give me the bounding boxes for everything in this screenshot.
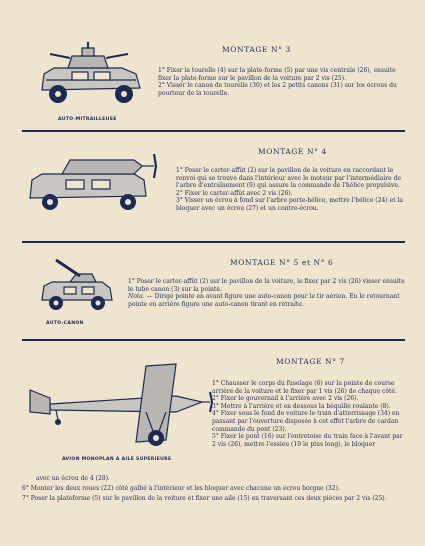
divider-1 <box>22 130 405 132</box>
montage-4-title: MONTAGE N° 4 <box>258 147 327 156</box>
montage-7-instructions <box>212 380 406 448</box>
montage-7-step-3: 3° Mettre à l'arrière et en dessous la béquille roulante (8). <box>212 402 391 410</box>
montage-7-continuation: avec un écrou de 4 (28). <box>36 475 110 482</box>
montage-4-instructions <box>176 167 406 213</box>
montage-5-6-title: MONTAGE N° 5 et N° 6 <box>230 258 334 267</box>
montage-4-step-1: 1° Poser le carter-affût (2) sur le pavillon de la voiture en raccordant le renvoi qui se trouve dans l'intérieur avec le moteur par l'intermédiaire de l'arbre d'entraînement (9) qui assure la commande de l'hélice propulsive. <box>176 167 401 190</box>
montage-3-step-2: 2° Visser le canon de tourelle (30) et les 2 petits canons (31) sur les écrous du pourtour de la tourelle. <box>158 82 397 97</box>
avion-monoplan-illustration <box>26 360 216 454</box>
montage-3-title: MONTAGE N° 3 <box>222 45 291 54</box>
montage-7-step-1: 1° Chausser le corps du fuselage (6) sur la pointe de course arrière de la voiture et le fixer par 1 vis (26) de chaque côté. <box>212 380 397 395</box>
montage-7-step-7: 7° Poser la plateforme (5) sur le pavillon de la voiture et fixer une aile (15) en traversant ces deux pièces par 2 vis (25). <box>22 495 387 502</box>
montage-4-step-2: 2° Fixer le carter-affût avec 2 vis (26). <box>176 189 293 197</box>
auto-helice-illustration <box>22 150 162 216</box>
montage-5-6-instructions <box>128 278 406 308</box>
montage-3-instructions <box>158 67 404 97</box>
montage-3-step-1: 1° Fixer la tourelle (4) sur la plate-forme (5) par une vis centrale (26), ensuite fixer la plate-forme sur le pavillon de la voiture par 2 vis (25). <box>158 67 396 82</box>
montage-7-step-4: 4° Fixer sous le fond de voiture le train d'atterrissage (34) en passant par l'ouverture disposée à cet effet l'arbre de cardan commande du pont (23). <box>212 410 400 433</box>
nota-text: — Dirigé pointe en avant figure une auto-canon pour le tir aérien. En le retournant pointe en arrière figure une auto-canon tirant en retraite. <box>128 293 400 308</box>
nota-label: Nota. <box>128 293 145 301</box>
divider-3 <box>22 339 405 341</box>
divider-2 <box>22 241 405 243</box>
auto-canon-illustration <box>36 258 116 314</box>
auto-mitrailleuse-caption: AUTO-MITRAILLEUSE <box>58 117 117 122</box>
montage-5-6-nota <box>128 293 406 308</box>
montage-4-step-3: 3° Visser un écrou à fond sur l'arbre porte-hélice, mettre l'hélice (24) et la bloquer avec un écrou (27) et un contre-écrou. <box>176 197 403 212</box>
auto-canon-caption: AUTO-CANON <box>46 321 84 326</box>
montage-5-6-step-1: 1° Poser le carter-affût (2) sur le pavillon de la voiture, le fixer par 2 vis (26) visser ensuite le tube canon (3) sur la pointe. <box>128 278 405 293</box>
avion-caption: AVION MONOPLAN A AILE SUPÉRIEURE <box>62 457 172 462</box>
montage-7-step-6: 6° Monter les deux roues (22) côté galbé à l'intérieur et les bloquer avec chacune un écrou borgne (32). <box>22 485 340 492</box>
auto-mitrailleuse-illustration <box>32 40 152 112</box>
montage-7-title: MONTAGE N° 7 <box>276 357 345 366</box>
montage-7-step-5: 5° Fixer le pont (16) sur l'entretoise du train face à l'avant par 2 vis (26), mettre l'essieu (19 le plus long), le bloquer <box>212 433 403 448</box>
montage-7-step-2: 2° Fixer le gouvernail à l'arrière avec 2 vis (26). <box>212 395 359 403</box>
